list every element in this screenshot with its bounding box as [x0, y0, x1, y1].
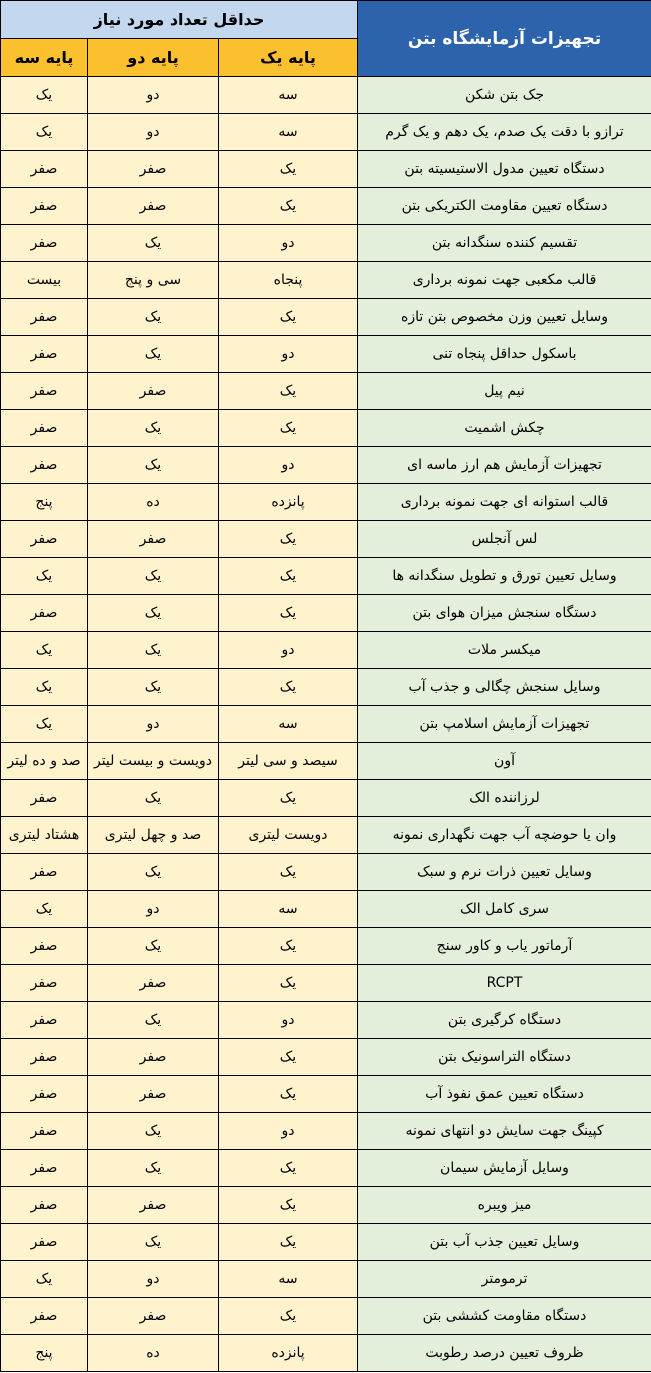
table-row — [1, 521, 651, 558]
level-1-count-cell: یک — [219, 1224, 358, 1261]
level-2-count-cell: صفر — [88, 1039, 219, 1076]
equipment-name-cell: دستگاه التراسونیک بتن — [358, 1039, 651, 1076]
level-3-count-cell: صفر — [1, 1002, 88, 1039]
equipment-name-cell: لس آنجلس — [358, 521, 651, 558]
level-1-count-cell: یک — [219, 780, 358, 817]
level-3-header: پایه سه — [1, 39, 88, 77]
level-2-count-cell: یک — [88, 1002, 219, 1039]
level-1-count-cell: یک — [219, 965, 358, 1002]
level-2-count-cell: صفر — [88, 1298, 219, 1335]
level-2-count-cell: دو — [88, 1261, 219, 1298]
level-3-count-cell: صفر — [1, 373, 88, 410]
table-row — [1, 1261, 651, 1298]
level-1-count-cell: سیصد و سی لیتر — [219, 743, 358, 780]
level-3-count-cell: صفر — [1, 1113, 88, 1150]
level-3-count-cell: یک — [1, 114, 88, 151]
equipment-name-cell: تقسیم کننده سنگدانه بتن — [358, 225, 651, 262]
equipment-name-cell: دستگاه تعیین عمق نفوذ آب — [358, 1076, 651, 1113]
table-row — [1, 1113, 651, 1150]
equipment-name-cell: جک بتن شکن — [358, 77, 651, 114]
level-1-count-cell: پانزده — [219, 1335, 358, 1372]
level-3-count-cell: صفر — [1, 928, 88, 965]
level-1-count-cell: یک — [219, 669, 358, 706]
level-2-count-cell: یک — [88, 1224, 219, 1261]
group-header: حداقل تعداد مورد نیاز — [1, 1, 358, 39]
level-1-count-cell: سه — [219, 1261, 358, 1298]
level-1-count-cell: یک — [219, 1187, 358, 1224]
level-2-count-cell: صفر — [88, 373, 219, 410]
level-3-count-cell: صفر — [1, 1298, 88, 1335]
equipment-name-cell: ظروف تعیین درصد رطوبت — [358, 1335, 651, 1372]
level-2-count-cell: ده — [88, 1335, 219, 1372]
level-1-count-cell: یک — [219, 188, 358, 225]
level-2-count-cell: یک — [88, 1150, 219, 1187]
level-3-count-cell: یک — [1, 558, 88, 595]
level-2-count-cell: یک — [88, 854, 219, 891]
table-row — [1, 965, 651, 1002]
level-1-count-cell: دو — [219, 1002, 358, 1039]
table-row — [1, 1002, 651, 1039]
table-row — [1, 780, 651, 817]
level-1-count-cell: یک — [219, 410, 358, 447]
table-row — [1, 77, 651, 114]
level-1-count-cell: دو — [219, 1113, 358, 1150]
table-row — [1, 410, 651, 447]
level-2-count-cell: صفر — [88, 965, 219, 1002]
level-3-count-cell: یک — [1, 669, 88, 706]
table-row — [1, 299, 651, 336]
level-1-count-cell: سه — [219, 114, 358, 151]
level-2-count-cell: صفر — [88, 151, 219, 188]
level-2-count-cell: ده — [88, 484, 219, 521]
level-3-count-cell: صفر — [1, 447, 88, 484]
equipment-name-cell: دستگاه سنجش میزان هوای بتن — [358, 595, 651, 632]
level-3-count-cell: صفر — [1, 1150, 88, 1187]
table-row — [1, 854, 651, 891]
level-2-count-cell: یک — [88, 558, 219, 595]
level-1-count-cell: یک — [219, 558, 358, 595]
table-row — [1, 447, 651, 484]
table-row — [1, 632, 651, 669]
table-row — [1, 151, 651, 188]
level-3-count-cell: یک — [1, 632, 88, 669]
table-row — [1, 1187, 651, 1224]
level-3-count-cell: صفر — [1, 780, 88, 817]
level-1-count-cell: یک — [219, 151, 358, 188]
equipment-name-cell: وسایل تعیین وزن مخصوص بتن تازه — [358, 299, 651, 336]
level-2-header: پایه دو — [88, 39, 219, 77]
level-3-count-cell: هشتاد لیتری — [1, 817, 88, 854]
equipment-name-cell: قالب مکعبی جهت نمونه برداری — [358, 262, 651, 299]
level-1-count-cell: یک — [219, 521, 358, 558]
level-2-count-cell: یک — [88, 780, 219, 817]
table-row — [1, 1224, 651, 1261]
level-2-count-cell: یک — [88, 225, 219, 262]
level-2-count-cell: دو — [88, 114, 219, 151]
level-1-count-cell: دو — [219, 447, 358, 484]
level-3-count-cell: صفر — [1, 225, 88, 262]
level-3-count-cell: صفر — [1, 1224, 88, 1261]
equipment-name-cell: دستگاه مقاومت کششی بتن — [358, 1298, 651, 1335]
level-3-count-cell: صفر — [1, 1187, 88, 1224]
table-row — [1, 336, 651, 373]
level-3-count-cell: صفر — [1, 336, 88, 373]
equipment-name-cell: میکسر ملات — [358, 632, 651, 669]
table-row — [1, 373, 651, 410]
level-2-count-cell: صفر — [88, 188, 219, 225]
level-2-count-cell: یک — [88, 447, 219, 484]
level-1-count-cell: پنجاه — [219, 262, 358, 299]
table-row — [1, 817, 651, 854]
equipment-name-cell: وسایل تعیین جذب آب بتن — [358, 1224, 651, 1261]
level-3-count-cell: صفر — [1, 188, 88, 225]
level-3-count-cell: صفر — [1, 854, 88, 891]
table-row — [1, 743, 651, 780]
level-2-count-cell: دویست و بیست لیتر — [88, 743, 219, 780]
level-1-header: پایه یک — [219, 39, 358, 77]
level-3-count-cell: صفر — [1, 521, 88, 558]
equipment-name-cell: وسایل تعیین ذرات نرم و سبک — [358, 854, 651, 891]
equipment-name-cell: وسایل آزمایش سیمان — [358, 1150, 651, 1187]
equipment-name-cell: آون — [358, 743, 651, 780]
table-row — [1, 188, 651, 225]
level-3-count-cell: یک — [1, 891, 88, 928]
table-row — [1, 1039, 651, 1076]
level-2-count-cell: یک — [88, 928, 219, 965]
table-row — [1, 484, 651, 521]
equipment-name-cell: دستگاه تعیین مدول الاستیسیته بتن — [358, 151, 651, 188]
level-2-count-cell: یک — [88, 410, 219, 447]
level-2-count-cell: صفر — [88, 521, 219, 558]
equipment-name-cell: وان یا حوضچه آب جهت نگهداری نمونه — [358, 817, 651, 854]
level-2-count-cell: دو — [88, 706, 219, 743]
level-2-count-cell: یک — [88, 336, 219, 373]
equipment-name-cell: کپینگ جهت سایش دو انتهای نمونه — [358, 1113, 651, 1150]
level-2-count-cell: یک — [88, 299, 219, 336]
equipment-name-cell: دستگاه تعیین مقاومت الکتریکی بتن — [358, 188, 651, 225]
level-1-count-cell: یک — [219, 299, 358, 336]
equipment-name-cell: سری کامل الک — [358, 891, 651, 928]
equipment-name-cell: وسایل تعیین تورق و تطویل سنگدانه ها — [358, 558, 651, 595]
level-1-count-cell: دو — [219, 632, 358, 669]
level-1-count-cell: دو — [219, 225, 358, 262]
table-row — [1, 669, 651, 706]
level-3-count-cell: صفر — [1, 410, 88, 447]
equipment-name-cell: میز ویبره — [358, 1187, 651, 1224]
level-2-count-cell: یک — [88, 1113, 219, 1150]
table-title: تجهیزات آزمایشگاه بتن — [358, 1, 651, 77]
level-2-count-cell: یک — [88, 632, 219, 669]
level-1-count-cell: یک — [219, 373, 358, 410]
level-3-count-cell: صفر — [1, 595, 88, 632]
level-2-count-cell: صد و چهل لیتری — [88, 817, 219, 854]
level-3-count-cell: صفر — [1, 1076, 88, 1113]
equipment-name-cell: ترازو با دقت یک صدم، یک دهم و یک گرم — [358, 114, 651, 151]
equipment-name-cell: تجهیزات آزمایش هم ارز ماسه ای — [358, 447, 651, 484]
equipment-name-cell: وسایل سنجش چگالی و جذب آب — [358, 669, 651, 706]
level-1-count-cell: پانزده — [219, 484, 358, 521]
equipment-name-cell: لرزاننده الک — [358, 780, 651, 817]
equipment-name-cell: باسکول حداقل پنجاه تنی — [358, 336, 651, 373]
level-1-count-cell: سه — [219, 891, 358, 928]
table-row — [1, 225, 651, 262]
table-row — [1, 891, 651, 928]
equipment-name-cell: دستگاه کرگیری بتن — [358, 1002, 651, 1039]
level-2-count-cell: صفر — [88, 1187, 219, 1224]
equipment-name-cell: نیم پیل — [358, 373, 651, 410]
equipment-name-cell: قالب استوانه ای جهت نمونه برداری — [358, 484, 651, 521]
level-2-count-cell: سی و پنج — [88, 262, 219, 299]
level-2-count-cell: یک — [88, 669, 219, 706]
level-3-count-cell: یک — [1, 1261, 88, 1298]
table-row — [1, 114, 651, 151]
level-1-count-cell: یک — [219, 1039, 358, 1076]
equipment-name-cell: ترمومتر — [358, 1261, 651, 1298]
table-row — [1, 558, 651, 595]
table-row — [1, 1298, 651, 1335]
table-row — [1, 595, 651, 632]
table-row — [1, 262, 651, 299]
level-3-count-cell: پنج — [1, 1335, 88, 1372]
level-1-count-cell: سه — [219, 77, 358, 114]
table-row — [1, 1335, 651, 1372]
level-2-count-cell: دو — [88, 77, 219, 114]
level-1-count-cell: یک — [219, 854, 358, 891]
level-3-count-cell: پنج — [1, 484, 88, 521]
table-row — [1, 1150, 651, 1187]
level-3-count-cell: صفر — [1, 299, 88, 336]
equipment-name-cell: تجهیزات آزمایش اسلامپ بتن — [358, 706, 651, 743]
level-1-count-cell: یک — [219, 595, 358, 632]
level-1-count-cell: یک — [219, 1298, 358, 1335]
level-1-count-cell: سه — [219, 706, 358, 743]
level-2-count-cell: یک — [88, 595, 219, 632]
level-1-count-cell: دو — [219, 336, 358, 373]
equipment-name-cell: آرماتور یاب و کاور سنج — [358, 928, 651, 965]
level-1-count-cell: یک — [219, 1076, 358, 1113]
level-1-count-cell: یک — [219, 928, 358, 965]
equipment-name-cell: چکش اشمیت — [358, 410, 651, 447]
level-2-count-cell: دو — [88, 891, 219, 928]
equipment-name-cell: RCPT — [358, 965, 651, 1002]
level-1-count-cell: دویست لیتری — [219, 817, 358, 854]
table-row — [1, 1076, 651, 1113]
level-3-count-cell: یک — [1, 77, 88, 114]
level-2-count-cell: صفر — [88, 1076, 219, 1113]
table-row — [1, 706, 651, 743]
level-3-count-cell: صفر — [1, 965, 88, 1002]
level-3-count-cell: یک — [1, 706, 88, 743]
level-3-count-cell: بیست — [1, 262, 88, 299]
level-3-count-cell: صد و ده لیتر — [1, 743, 88, 780]
level-1-count-cell: یک — [219, 1150, 358, 1187]
level-3-count-cell: صفر — [1, 1039, 88, 1076]
level-3-count-cell: صفر — [1, 151, 88, 188]
table-row — [1, 928, 651, 965]
